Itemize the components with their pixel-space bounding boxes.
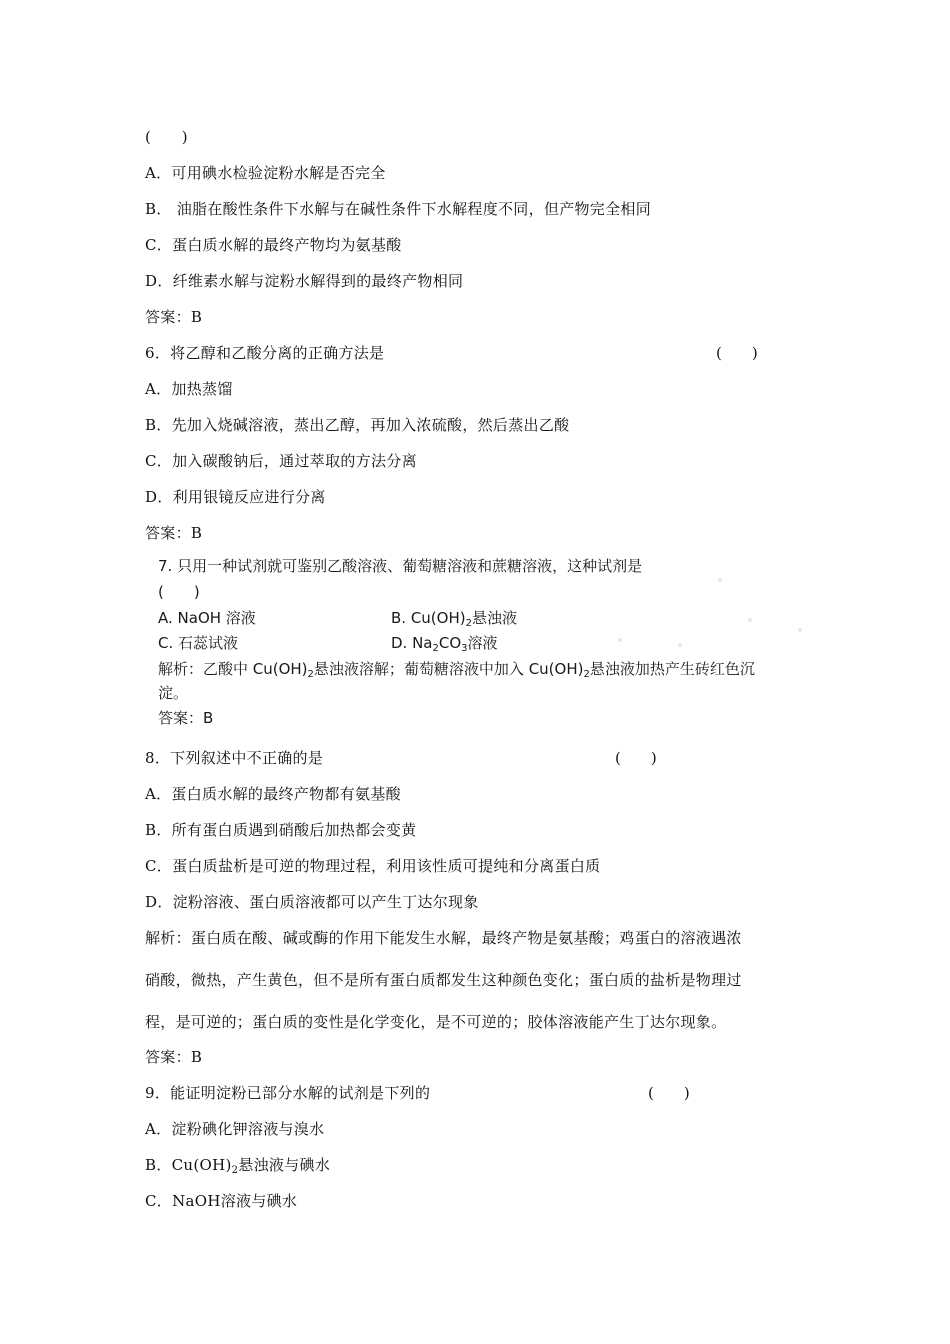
q9-option-b: B．$Cu(OH)_2$悬浊液与碘水 bbox=[145, 1156, 331, 1176]
q8-explanation-line1: 解析：蛋白质在酸、碱或酶的作用下能发生水解，最终产物是氨基酸；鸡蛋白的溶液遇浓 bbox=[145, 929, 742, 947]
q6-option-b: B．先加入烧碱溶液，蒸出乙醇，再加入浓硫酸，然后蒸出乙酸 bbox=[145, 416, 570, 434]
q9-stem: 9．能证明淀粉已部分水解的试剂是下列的 bbox=[145, 1084, 431, 1102]
q8-option-c: C．蛋白质盐析是可逆的物理过程，利用该性质可提纯和分离蛋白质 bbox=[145, 857, 601, 875]
answer-bracket: ( ) bbox=[145, 128, 188, 146]
q8-option-d: D．淀粉溶液、蛋白质溶液都可以产生丁达尔现象 bbox=[145, 893, 479, 911]
q5-option-b: B． 油脂在酸性条件下水解与在碱性条件下水解程度不同，但产物完全相同 bbox=[145, 200, 651, 218]
q5-option-c: C．蛋白质水解的最终产物均为氨基酸 bbox=[145, 236, 402, 254]
q8-option-b: B．所有蛋白质遇到硝酸后加热都会变黄 bbox=[145, 821, 417, 839]
q7-option-a: A. NaOH 溶液 bbox=[158, 609, 256, 627]
q9-option-c: C．NaOH溶液与碘水 bbox=[145, 1192, 298, 1210]
q6-stem: 6．将乙醇和乙酸分离的正确方法是 bbox=[145, 344, 385, 362]
q8-answer-bracket: ( ) bbox=[615, 749, 657, 767]
q5-answer: 答案：B bbox=[145, 308, 203, 326]
q6-option-c: C．加入碳酸钠后，通过萃取的方法分离 bbox=[145, 452, 417, 470]
q7-option-b: B. $Cu(OH)_2$悬浊液 bbox=[391, 609, 517, 629]
q6-answer: 答案：B bbox=[145, 524, 203, 542]
q7-stem: 7. 只用一种试剂就可鉴别乙酸溶液、葡萄糖溶液和蔗糖溶液，这种试剂是 bbox=[158, 557, 643, 575]
q8-stem: 8．下列叙述中不正确的是 bbox=[145, 749, 324, 767]
q6-option-a: A．加热蒸馏 bbox=[145, 380, 233, 398]
q9-option-a: A．淀粉碘化钾溶液与溴水 bbox=[145, 1120, 325, 1138]
q6-option-d: D．利用银镜反应进行分离 bbox=[145, 488, 326, 506]
q7-option-c: C. 石蕊试液 bbox=[158, 634, 239, 652]
q6-answer-bracket: ( ) bbox=[716, 344, 758, 362]
q7-answer: 答案：B bbox=[158, 709, 214, 727]
q8-option-a: A．蛋白质水解的最终产物都有氨基酸 bbox=[145, 785, 401, 803]
q7-explanation-line1: 解析：乙酸中 $Cu(OH)_2$悬浊液溶解；葡萄糖溶液中加入 $Cu(OH)_2$悬浊液加热产生砖红色沉 bbox=[158, 660, 755, 680]
q7-explanation-line2: 淀。 bbox=[158, 684, 189, 702]
q8-explanation-line2: 硝酸，微热，产生黄色，但不是所有蛋白质都发生这种颜色变化；蛋白质的盐析是物理过 bbox=[145, 971, 742, 989]
q8-answer: 答案：B bbox=[145, 1048, 203, 1066]
q5-option-d: D．纤维素水解与淀粉水解得到的最终产物相同 bbox=[145, 272, 464, 290]
q8-explanation-line3: 程，是可逆的；蛋白质的变性是化学变化，是不可逆的；胶体溶液能产生丁达尔现象。 bbox=[145, 1013, 727, 1031]
q7-option-d: D. $Na_2CO_3$溶液 bbox=[391, 634, 498, 654]
q7-answer-bracket: ( ) bbox=[158, 583, 200, 601]
q9-answer-bracket: ( ) bbox=[648, 1084, 690, 1102]
q5-option-a: A．可用碘水检验淀粉水解是否完全 bbox=[145, 164, 386, 182]
